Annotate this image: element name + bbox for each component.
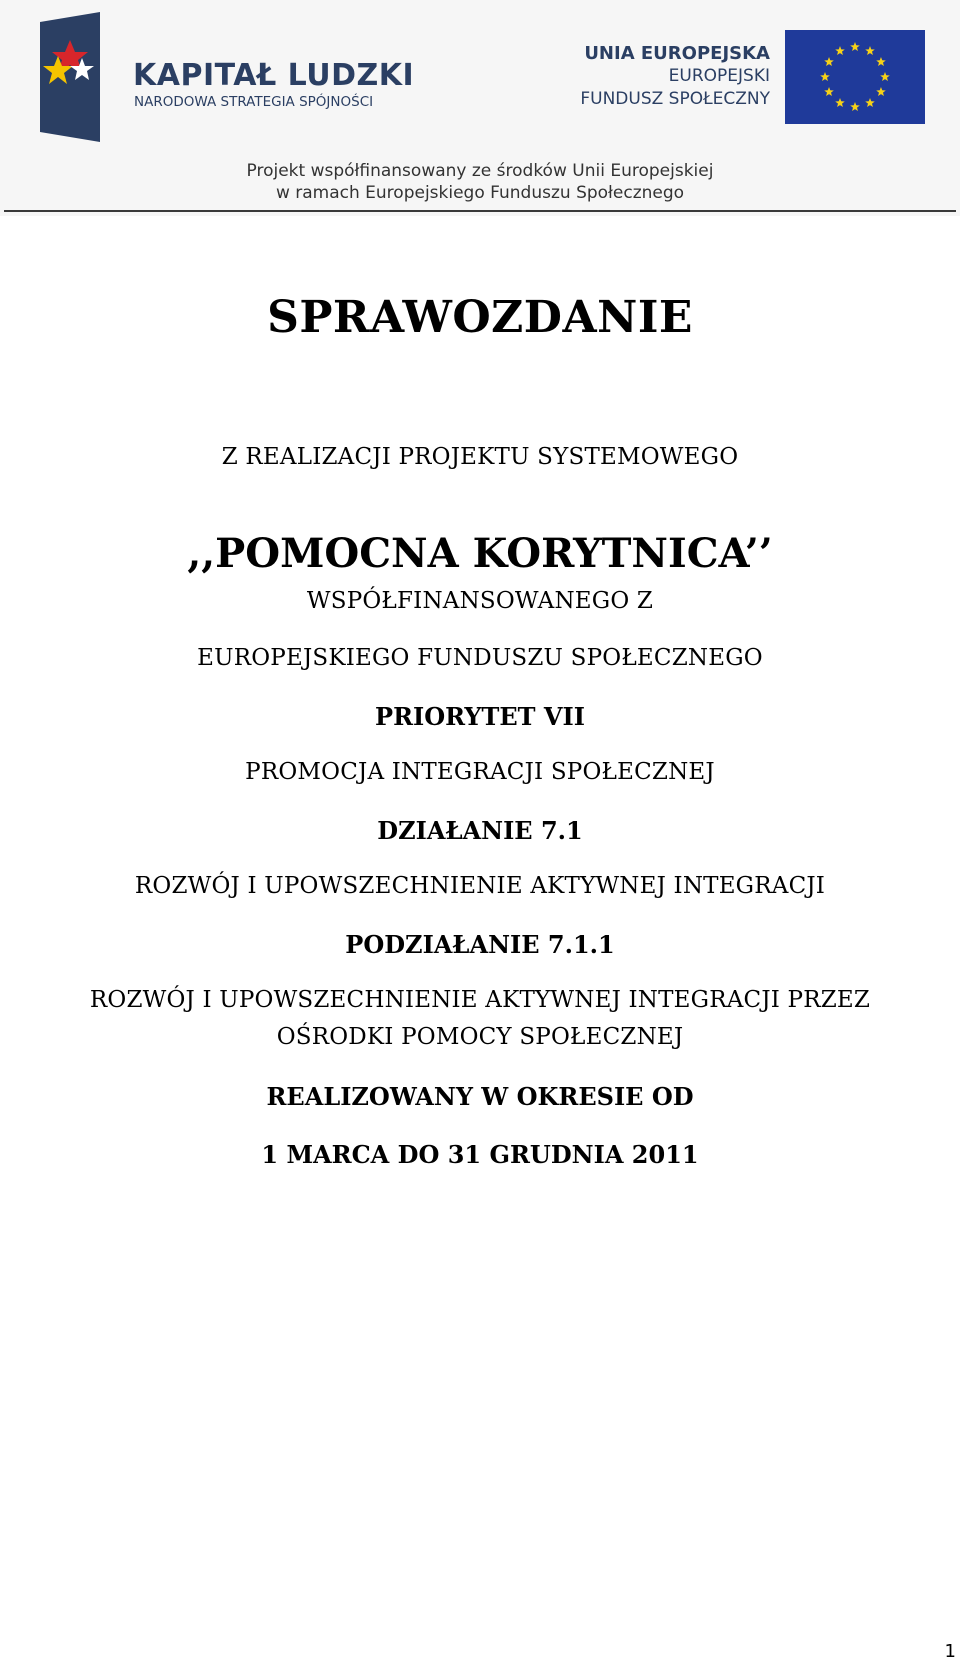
measure-name: ROZWÓJ I UPOWSZECHNIENIE AKTYWNEJ INTEGRACJI: [134, 873, 826, 899]
cofinancing-note: [0, 160, 960, 204]
period-line-2: 1 MARCA DO 31 GRUDNIA 2011: [261, 1140, 699, 1169]
submeasure-name-line-1: ROZWÓJ I UPOWSZECHNIENIE AKTYWNEJ INTEGRACJI PRZEZ: [89, 987, 871, 1013]
eu-text-block: [580, 42, 770, 111]
kapital-ludzki-logo-icon: [30, 12, 110, 142]
document-title: SPRAWOZDANIE: [267, 292, 693, 343]
esf-line1: EUROPEJSKI: [668, 66, 770, 86]
esf-line2: FUNDUSZ SPOŁECZNY: [580, 89, 770, 109]
esf-line: EUROPEJSKIEGO FUNDUSZU SPOŁECZNEGO: [197, 645, 763, 671]
page-number: 1: [944, 1641, 956, 1662]
kapital-ludzki-title: KAPITAŁ LUDZKI: [133, 58, 415, 93]
priority-name: PROMOCJA INTEGRACJI SPOŁECZNEJ: [245, 759, 715, 785]
project-name: ,,POMOCNA KORYTNICA’’: [187, 530, 773, 577]
document-header: [0, 0, 960, 216]
priority-heading: PRIORYTET VII: [375, 702, 585, 731]
submeasure-name-line-2: OŚRODKI POMOCY SPOŁECZNEJ: [276, 1024, 684, 1050]
cofinancing-line-1: Projekt współfinansowany ze środków Unii Europejskiej: [246, 161, 714, 181]
measure-heading: DZIAŁANIE 7.1: [377, 816, 583, 845]
submeasure-heading: PODZIAŁANIE 7.1.1: [345, 930, 615, 959]
period-line-1: REALIZOWANY W OKRESIE OD: [266, 1082, 694, 1111]
eu-name: UNIA EUROPEJSKA: [584, 43, 770, 64]
cofinancing-line-2: w ramach Europejskiego Funduszu Społecznego: [275, 183, 685, 203]
cofinanced-line: WSPÓŁFINANSOWANEGO Z: [306, 588, 654, 614]
eu-flag-icon: [785, 30, 925, 124]
report-subject-line: Z REALIZACJI PROJEKTU SYSTEMOWEGO: [221, 444, 739, 470]
kapital-ludzki-subtitle: NARODOWA STRATEGIA SPÓJNOŚCI: [134, 94, 374, 110]
header-divider: [4, 210, 956, 212]
